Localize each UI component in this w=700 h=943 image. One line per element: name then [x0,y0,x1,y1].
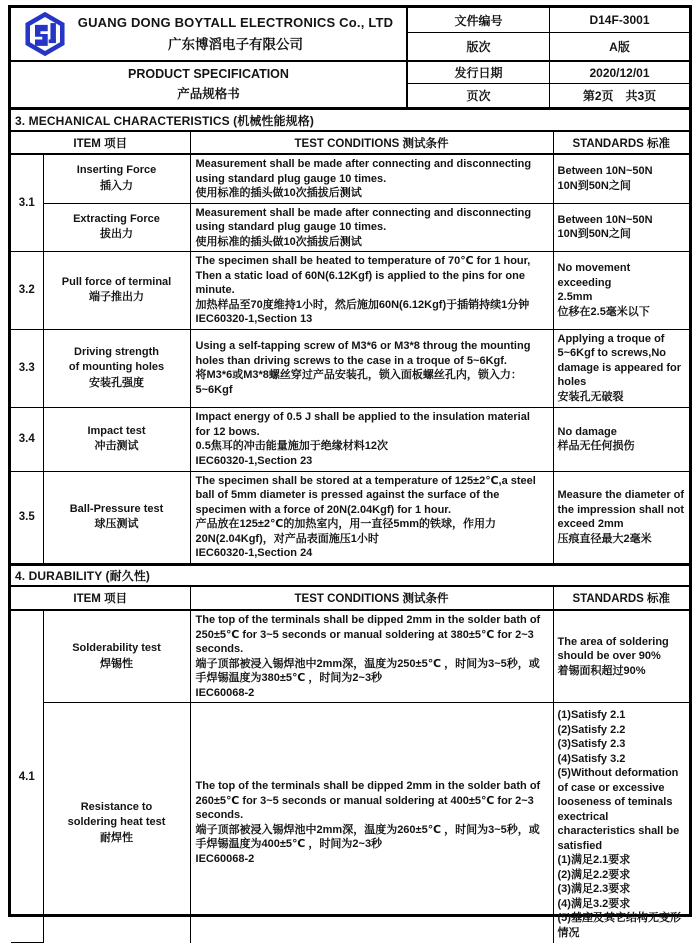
field-value-issue-date: 2020/12/01 [550,62,689,84]
document-title-en: PRODUCT SPECIFICATION [128,67,289,81]
col-header-standards: STANDARDS 标准 [553,587,689,610]
col-header-item: ITEM 项目 [11,132,190,154]
row-number-3-5: 3.5 [11,471,43,563]
standards-ball-pressure-test: Measure the diameter of the impression shall not exceed 2mm 压痕直径最大2毫米 [553,471,689,563]
section-3-title: 3. MECHANICAL CHARACTERISTICS (机械性能规格) [11,107,689,132]
item-solderability-test: Solderability test 焊锡性 [43,610,190,703]
item-driving-strength: Driving strength of mounting holes 安装孔强度 [43,329,190,407]
company-block [11,8,408,62]
item-pull-force: Pull force of terminal 端子推出力 [43,252,190,330]
company-name-en: GUANG DONG BOYTALL ELECTRONICS Co., LTD [77,15,394,30]
company-name-zh: 广东博滔电子有限公司 [168,37,303,52]
conditions-driving-strength: Using a self-tapping screw of M3*6 or M3*8 throug the mounting holes than driving screws to the case in a troque of 5~6Kgf. 将M3*6或M3*8螺丝穿过产品安装孔，锁入面板螺丝孔内，锁入力： 5~6Kgf [190,329,553,407]
table-header-row [11,587,689,610]
item-resistance-soldering-heat: Resistance to soldering heat test 耐焊性 [43,703,190,943]
item-extracting-force: Extracting Force 拔出力 [43,203,190,252]
row-driving-strength [11,329,689,407]
document-title-zh: 产品规格书 [177,87,240,101]
row-impact-test [11,407,689,471]
col-header-conditions: TEST CONDITIONS 测试条件 [190,132,553,154]
field-label-revision: 版次 [408,33,550,62]
document-page [8,5,692,939]
standards-impact-test: No damage 样品无任何损伤 [553,407,689,471]
conditions-impact-test: Impact energy of 0.5 J shall be applied to the insulation material for 12 bows. 0.5焦耳的冲击能量施加于绝缘材料12次 IEC60320-1,Section 23 [190,407,553,471]
conditions-resistance-soldering-heat: The top of the terminals shall be dipped 2mm in the solder bath of 260±5℃ for 3~5 seconds or manual soldering at 400±5℃ for 2~3 seconds. 端子顶部被浸入锡焊池中2mm深，温度为260±5℃ ，时间为3~5秒，或手焊锡温度为400±5℃ ，时间为2~3秒 IEC60068-2 [190,703,553,943]
conditions-extracting-force: Measurement shall be made after connecting and disconnecting using standard plug gauge 10 times. 使用标准的插头做10次插拔后测试 [190,203,553,252]
field-label-doc-number: 文件编号 [408,8,550,33]
row-number-3-2: 3.2 [11,252,43,330]
item-impact-test: Impact test 冲击测试 [43,407,190,471]
row-solderability-test [11,610,689,703]
col-header-standards: STANDARDS 标准 [553,132,689,154]
row-resistance-soldering-heat [11,703,689,943]
company-name [75,15,406,53]
item-inserting-force: Inserting Force 插入力 [43,154,190,203]
standards-resistance-soldering-heat: (1)Satisfy 2.1 (2)Satisfy 2.2 (3)Satisfy 2.3 (4)Satisfy 3.2 (5)Without deformation of case or excessive looseness of teminals exectrical characteristics shall be satisfied (1)满足2.1要求 (2)满足2.2要求 (3)满足2.3要求 (4)满足3.2要求 (5)基座及其它结构无变形情况 [553,703,689,943]
document-header [11,8,689,107]
row-number-4-1: 4.1 [11,610,43,942]
document-title [11,62,408,107]
table-header-row [11,132,689,154]
item-ball-pressure-test: Ball-Pressure test 球压测试 [43,471,190,563]
row-ball-pressure-test [11,471,689,563]
field-value-page: 第2页 共3页 [582,89,657,103]
conditions-pull-force: The specimen shall be heated to temperature of 70℃ for 1 hour, Then a static load of 60N(6.12Kgf) is applied to the pins for one minute. 加热样品至70度维持1小时，然后施加60N(6.12Kgf)于插销持续1分钟 IEC60320-1,Section 13 [190,252,553,330]
standards-solderability-test: The area of soldering should be over 90% 着锡面积超过90% [553,610,689,703]
standards-driving-strength: Applying a troque of 5~6Kgf to screws,No damage is appeared for holes 安装孔无破裂 [553,329,689,407]
field-label-issue-date: 发行日期 [408,62,550,84]
conditions-ball-pressure-test: The specimen shall be stored at a temperature of 125±2℃,a steel ball of 5mm diameter is pressed against the surface of the specimen with a force of 20N(2.04Kgf) for 1 hour. 产品放在125±2℃的加热室内，用一直径5mm的铁球，作用力20N(2.04Kgf)，对产品表面施压1小时 IEC60320-1,Section 24 [190,471,553,563]
mechanical-characteristics-table [11,132,689,563]
row-number-3-3: 3.3 [11,329,43,407]
standards-pull-force: No movement exceeding 2.5mm 位移在2.5毫米以下 [553,252,689,330]
standards-inserting-force: Between 10N~50N 10N到50N之间 [553,154,689,203]
row-pull-force [11,252,689,330]
conditions-solderability-test: The top of the terminals shall be dipped 2mm in the solder bath of 250±5℃ for 3~5 seconds or manual soldering at 380±5℃ for 2~3 seconds. 端子顶部被浸入锡焊池中2mm深，温度为250±5℃ ，时间为3~5秒，或手焊锡温度为380±5℃ ，时间为2~3秒 IEC60068-2 [190,610,553,703]
row-extracting-force [11,203,689,252]
col-header-conditions: TEST CONDITIONS 测试条件 [190,587,553,610]
field-value-doc-number: D14F-3001 [550,8,689,33]
durability-table [11,587,689,943]
section-4-title: 4. DURABILITY (耐久性) [11,563,689,587]
field-value-revision: A版 [550,33,689,62]
col-header-item: ITEM 项目 [11,587,190,610]
standards-extracting-force: Between 10N~50N 10N到50N之间 [553,203,689,252]
row-number-3-1: 3.1 [11,154,43,252]
row-number-3-4: 3.4 [11,407,43,471]
row-inserting-force [11,154,689,203]
field-label-page: 页次 [408,84,550,107]
conditions-inserting-force: Measurement shall be made after connecting and disconnecting using standard plug gauge 10 times. 使用标准的插头做10次插拔后测试 [190,154,553,203]
company-logo-icon [25,12,65,56]
